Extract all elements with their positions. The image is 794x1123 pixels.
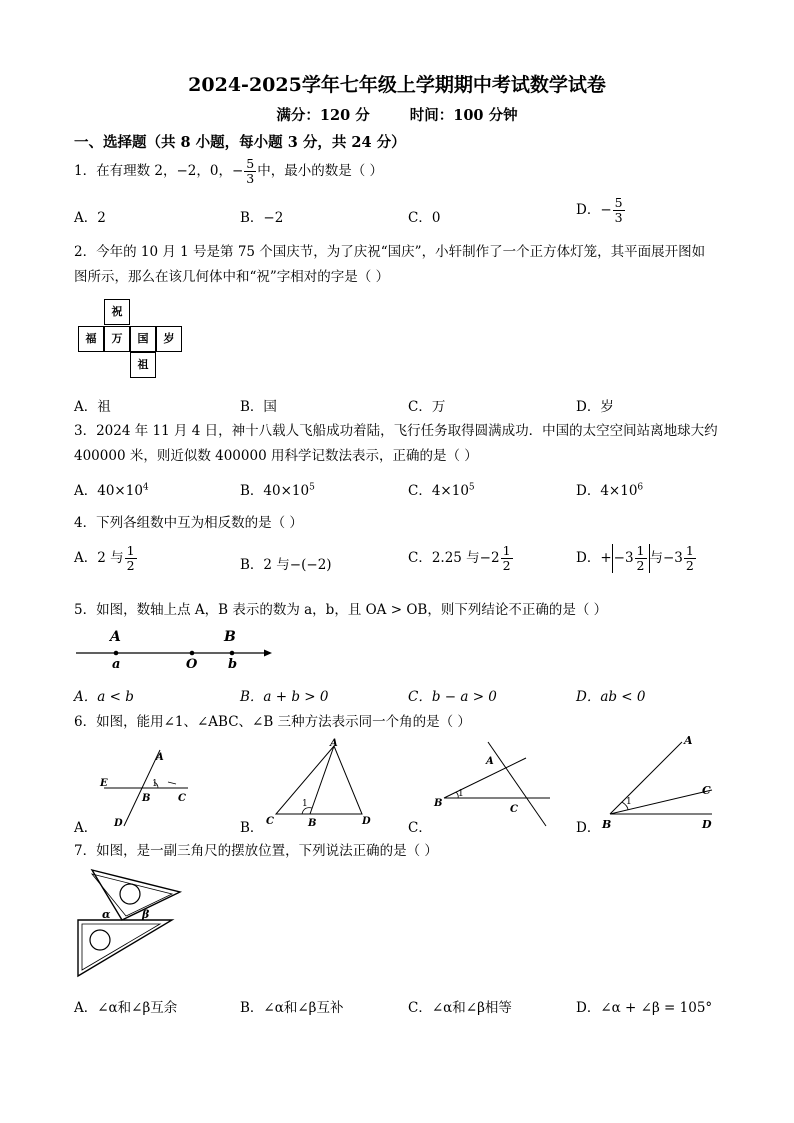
svg-text:C: C (702, 784, 711, 797)
q4-option-a[interactable]: A．2 与 $\frac{1}{2}$ (74, 543, 135, 573)
q6-text: 6．如图，能用∠1、∠ABC、∠B 三种方法表示同一个角的是（ ） (74, 714, 471, 730)
q3-option-d[interactable]: D．$4\times 10^6$ (576, 482, 644, 499)
net-cell-4: 岁 (156, 326, 182, 352)
q1-option-d[interactable]: D．− $\frac{5}{3}$ (576, 195, 623, 225)
q1-option-c[interactable]: C．0 (408, 210, 441, 226)
svg-text:A: A (156, 752, 164, 763)
q7-option-c[interactable]: C．∠α和∠β相等 (408, 1000, 512, 1016)
q1-option-a[interactable]: A．2 (74, 210, 106, 226)
svg-text:1: 1 (458, 789, 464, 799)
q5-option-d[interactable]: D．ab < 0 (576, 689, 646, 705)
q5-option-b[interactable]: B．a + b > 0 (240, 689, 329, 705)
q6-figure-b (262, 736, 382, 828)
label-alpha: α (102, 908, 111, 921)
label-beta: β (142, 908, 150, 921)
net-cell-3: 国 (130, 326, 156, 352)
svg-text:B: B (602, 818, 612, 830)
net-cell-bottom: 祖 (130, 352, 156, 378)
svg-text:1: 1 (152, 779, 158, 789)
q6-figure-c (430, 738, 554, 830)
q5-text: 5．如图，数轴上点 A，B 表示的数为 a，b，且 OA > OB，则下列结论不正确的是（ ） (74, 602, 608, 618)
q5-option-c[interactable]: C．b − a > 0 (408, 689, 497, 705)
q2-option-d[interactable]: D．岁 (576, 399, 614, 415)
q6-option-b[interactable]: B． (240, 820, 264, 836)
q3-option-c[interactable]: C．$4\times 10^5$ (408, 482, 475, 499)
section-heading: 一、选择题（共 8 小题，每小题 3 分，共 24 分） (74, 134, 406, 151)
q6-figure-a (96, 742, 196, 832)
absolute-value-bars: −3 $\frac{1}{2}$ (612, 544, 650, 573)
q7-text: 7．如图，是一副三角尺的摆放位置，下列说法正确的是（ ） (74, 843, 438, 859)
q4-option-c[interactable]: C．2.25 与−2 $\frac{1}{2}$ (408, 543, 511, 573)
svg-text:A: A (684, 734, 693, 747)
q4-text: 4．下列各组数中互为相反数的是（ ） (74, 515, 303, 531)
q5-option-a[interactable]: A．a < b (74, 689, 134, 705)
svg-text:A: A (330, 738, 338, 749)
q1-text-post: 中，最小的数是（ ） (257, 163, 384, 179)
label-b: b (228, 657, 238, 672)
exam-info (0, 104, 794, 125)
number-line-figure (72, 624, 282, 672)
svg-text:D: D (362, 816, 371, 827)
q6-option-a[interactable]: A． (74, 820, 98, 836)
q3-line-2: 400000 米，则近似数 400000 用科学记数法表示，正确的是（ ） (74, 448, 478, 464)
q1-text-pre: 1．在有理数 2，−2，0，− (74, 163, 244, 179)
q1-fraction: $\frac{5}{3}$ (246, 156, 255, 186)
question-1 (74, 157, 383, 186)
svg-text:B: B (308, 818, 317, 828)
net-cell-1: 福 (78, 326, 104, 352)
q6-option-d[interactable]: D． (576, 820, 601, 836)
exam-time: 时间：100 分钟 (409, 107, 518, 124)
svg-text:1: 1 (302, 799, 308, 809)
q2-option-a[interactable]: A．祖 (74, 399, 111, 415)
svg-text:C: C (510, 804, 518, 815)
q3-line-1: 3．2024 年 11 月 4 日，神十八载人飞船成功着陆，飞行任务取得圆满成功．中国的太空空间站离地球大约 (74, 423, 718, 439)
q4-option-d[interactable]: D．+ −3 $\frac{1}{2}$ 与−3 $\frac{1}{2}$ (576, 543, 694, 573)
q2-option-b[interactable]: B．国 (240, 399, 277, 415)
triangle-rulers-figure (72, 864, 184, 980)
svg-text:D: D (114, 818, 123, 829)
q6-option-c[interactable]: C． (408, 820, 432, 836)
exam-title: 2024-2025学年七年级上学期期中考试数学试卷 (188, 74, 606, 96)
svg-text:1: 1 (626, 797, 632, 807)
label-a: a (112, 657, 121, 672)
cube-net-figure (76, 299, 186, 379)
q2-line-2: 图所示，那么在该几何体中和“祝”字相对的字是（ ） (74, 269, 390, 285)
q2-line-1: 2．今年的 10 月 1 号是第 75 个国庆节，为了庆祝“国庆”，小轩制作了一个正方体灯笼，其平面展开图如 (74, 244, 706, 260)
q3-option-a[interactable]: A．$40\times 10^4$ (74, 482, 149, 499)
q6-figure-d (598, 730, 722, 830)
svg-text:B: B (142, 793, 151, 804)
label-O: O (186, 657, 198, 672)
q3-option-b[interactable]: B．$40\times 10^5$ (240, 482, 315, 499)
net-cell-2: 万 (104, 326, 130, 352)
label-point-A: A (110, 629, 121, 645)
svg-text:D: D (702, 818, 712, 830)
svg-text:C: C (178, 793, 186, 804)
q1-option-b[interactable]: B．−2 (240, 210, 284, 226)
net-cell-top: 祝 (104, 299, 130, 325)
q2-option-c[interactable]: C．万 (408, 399, 446, 415)
q7-option-a[interactable]: A．∠α和∠β互余 (74, 1000, 178, 1016)
q4-option-b[interactable]: B．2 与−(−2) (240, 557, 332, 573)
q7-option-d[interactable]: D．∠α + ∠β = 105° (576, 1000, 713, 1016)
q7-option-b[interactable]: B．∠α和∠β互补 (240, 1000, 344, 1016)
full-score: 满分：120 分 (276, 107, 370, 124)
label-point-B: B (224, 629, 236, 645)
svg-text:E: E (100, 778, 108, 789)
svg-text:C: C (266, 816, 274, 827)
svg-text:A: A (486, 756, 494, 767)
svg-text:B: B (434, 798, 443, 809)
